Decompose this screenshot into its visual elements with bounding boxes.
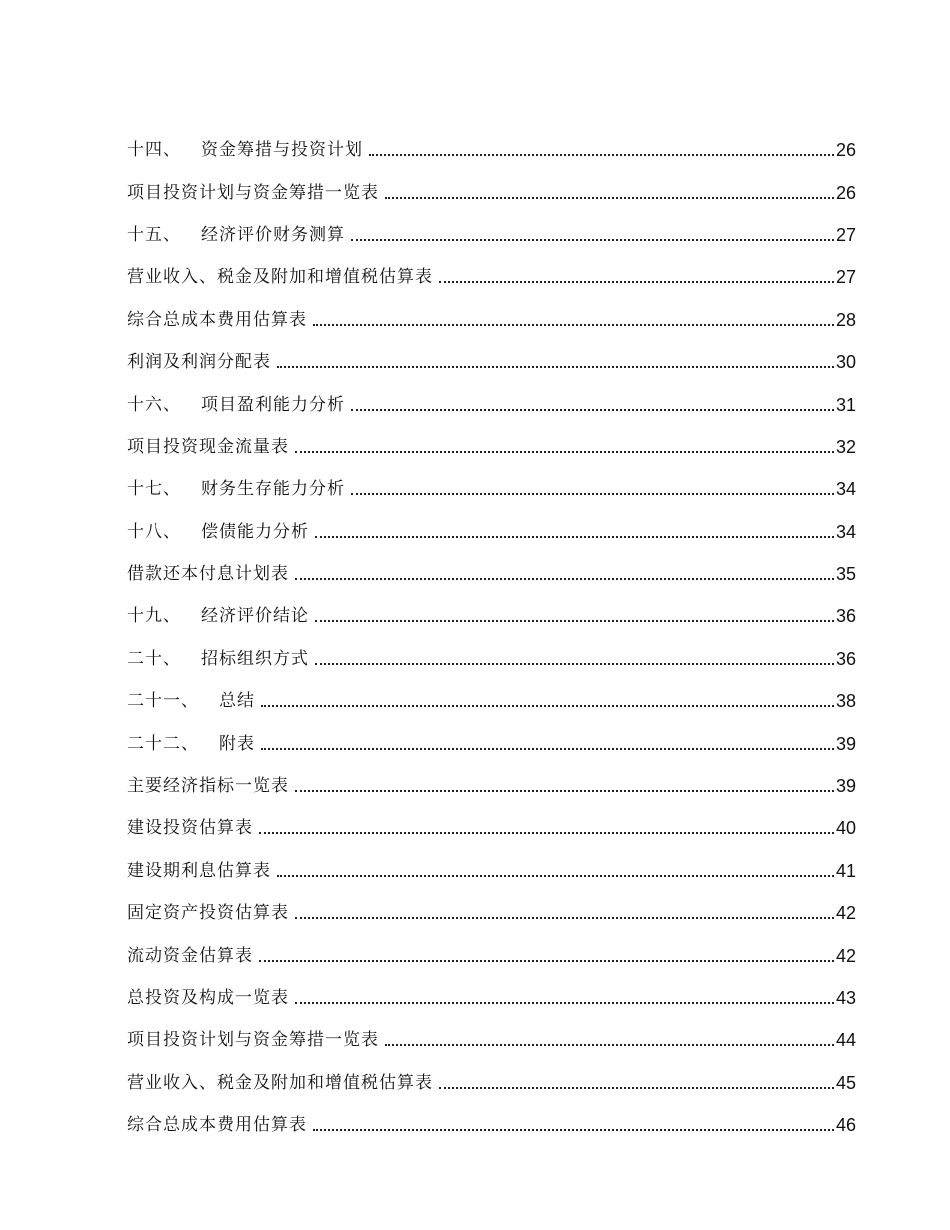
toc-entry-title: 项目盈利能力分析 bbox=[201, 394, 345, 415]
toc-entry-page-number: 27 bbox=[835, 267, 856, 288]
toc-entry-number: 二十、 bbox=[127, 648, 181, 669]
toc-entry[interactable] bbox=[127, 977, 856, 1019]
toc-entry-title: 建设期利息估算表 bbox=[127, 860, 271, 881]
toc-entry[interactable] bbox=[127, 341, 856, 383]
toc-entry[interactable] bbox=[127, 1104, 856, 1146]
toc-entry[interactable] bbox=[127, 553, 856, 595]
dot-leader bbox=[315, 522, 834, 542]
toc-entry[interactable] bbox=[127, 171, 856, 213]
toc-entry-number: 十六、 bbox=[127, 394, 181, 415]
toc-entry[interactable] bbox=[127, 1019, 856, 1061]
toc-entry-title: 建设投资估算表 bbox=[127, 818, 253, 839]
toc-entry-page-number: 35 bbox=[835, 564, 856, 585]
dot-leader bbox=[313, 310, 834, 330]
toc-entry-page-number: 45 bbox=[835, 1072, 856, 1093]
dot-leader bbox=[385, 183, 834, 203]
toc-entry-page-number: 42 bbox=[835, 903, 856, 924]
toc-entry-title: 借款还本付息计划表 bbox=[127, 564, 289, 585]
toc-entry-number: 二十二、 bbox=[127, 733, 199, 754]
toc-entry-page-number: 28 bbox=[835, 309, 856, 330]
toc-entry[interactable] bbox=[127, 214, 856, 256]
dot-leader bbox=[439, 267, 834, 287]
toc-entry[interactable] bbox=[127, 807, 856, 849]
toc-entry-number: 十四、 bbox=[127, 140, 181, 161]
toc-entry-title: 利润及利润分配表 bbox=[127, 352, 271, 373]
dot-leader bbox=[295, 564, 834, 584]
toc-entry-page-number: 44 bbox=[835, 1030, 856, 1051]
dot-leader bbox=[259, 818, 834, 838]
toc-entry-page-number: 27 bbox=[835, 224, 856, 245]
dot-leader bbox=[295, 776, 834, 796]
toc-entry-title: 项目投资现金流量表 bbox=[127, 436, 289, 457]
toc-entry[interactable] bbox=[127, 299, 856, 341]
toc-entry[interactable] bbox=[127, 765, 856, 807]
toc-entry-page-number: 36 bbox=[835, 648, 856, 669]
toc-entry[interactable] bbox=[127, 129, 856, 171]
toc-entry-page-number: 34 bbox=[835, 479, 856, 500]
dot-leader bbox=[351, 225, 834, 245]
dot-leader bbox=[385, 1030, 834, 1050]
toc-entry-title: 综合总成本费用估算表 bbox=[127, 309, 307, 330]
toc-entry[interactable] bbox=[127, 383, 856, 425]
toc-entry[interactable] bbox=[127, 1062, 856, 1104]
toc-entry-title: 固定资产投资估算表 bbox=[127, 903, 289, 924]
toc-entry[interactable] bbox=[127, 595, 856, 637]
dot-leader bbox=[315, 649, 834, 669]
toc-entry-page-number: 34 bbox=[835, 521, 856, 542]
dot-leader bbox=[295, 988, 834, 1008]
toc-entry[interactable] bbox=[127, 680, 856, 722]
dot-leader bbox=[369, 140, 834, 160]
toc-entry-number: 二十一、 bbox=[127, 691, 199, 712]
toc-entry-page-number: 32 bbox=[835, 436, 856, 457]
toc-entry-title: 营业收入、税金及附加和增值税估算表 bbox=[127, 1072, 433, 1093]
toc-entry-title: 偿债能力分析 bbox=[201, 521, 309, 542]
toc-entry-title: 经济评价结论 bbox=[201, 606, 309, 627]
toc-entry-title: 附表 bbox=[219, 733, 255, 754]
toc-entry-page-number: 39 bbox=[835, 733, 856, 754]
toc-entry-title: 资金筹措与投资计划 bbox=[201, 140, 363, 161]
dot-leader bbox=[351, 395, 834, 415]
table-of-contents bbox=[127, 129, 856, 1146]
toc-entry[interactable] bbox=[127, 511, 856, 553]
toc-entry-page-number: 26 bbox=[835, 140, 856, 161]
dot-leader bbox=[439, 1073, 834, 1093]
dot-leader bbox=[313, 1115, 834, 1135]
toc-entry-title: 营业收入、税金及附加和增值税估算表 bbox=[127, 267, 433, 288]
dot-leader bbox=[277, 861, 834, 881]
toc-entry-page-number: 43 bbox=[835, 988, 856, 1008]
toc-entry-title: 综合总成本费用估算表 bbox=[127, 1115, 307, 1136]
toc-entry-title: 招标组织方式 bbox=[201, 648, 309, 669]
dot-leader bbox=[277, 352, 834, 372]
toc-entry-title: 流动资金估算表 bbox=[127, 945, 253, 966]
toc-entry-page-number: 36 bbox=[835, 606, 856, 627]
toc-entry-page-number: 46 bbox=[835, 1115, 856, 1136]
toc-entry-page-number: 38 bbox=[835, 691, 856, 712]
toc-entry-page-number: 42 bbox=[835, 945, 856, 966]
toc-entry[interactable] bbox=[127, 468, 856, 510]
toc-entry[interactable] bbox=[127, 892, 856, 934]
toc-entry[interactable] bbox=[127, 850, 856, 892]
toc-entry-page-number: 26 bbox=[835, 182, 856, 203]
dot-leader bbox=[261, 734, 834, 754]
toc-entry-title: 总投资及构成一览表 bbox=[127, 988, 289, 1008]
dot-leader bbox=[261, 691, 834, 711]
toc-entry-page-number: 41 bbox=[835, 860, 856, 881]
toc-entry-page-number: 30 bbox=[835, 352, 856, 373]
dot-leader bbox=[351, 479, 834, 499]
toc-entry-page-number: 31 bbox=[835, 394, 856, 415]
dot-leader bbox=[259, 946, 834, 966]
toc-entry-page-number: 40 bbox=[835, 818, 856, 839]
toc-entry[interactable] bbox=[127, 722, 856, 764]
toc-entry[interactable] bbox=[127, 426, 856, 468]
toc-entry[interactable] bbox=[127, 934, 856, 976]
toc-entry[interactable] bbox=[127, 256, 856, 298]
toc-entry-title: 总结 bbox=[219, 691, 255, 712]
toc-entry[interactable] bbox=[127, 638, 856, 680]
dot-leader bbox=[295, 903, 834, 923]
toc-entry-title: 项目投资计划与资金筹措一览表 bbox=[127, 1030, 379, 1051]
toc-entry-number: 十八、 bbox=[127, 521, 181, 542]
toc-entry-title: 财务生存能力分析 bbox=[201, 479, 345, 500]
dot-leader bbox=[315, 606, 834, 626]
dot-leader bbox=[295, 437, 834, 457]
toc-entry-number: 十九、 bbox=[127, 606, 181, 627]
toc-entry-page-number: 39 bbox=[835, 776, 856, 797]
toc-entry-title: 经济评价财务测算 bbox=[201, 224, 345, 245]
toc-entry-number: 十五、 bbox=[127, 224, 181, 245]
toc-entry-title: 主要经济指标一览表 bbox=[127, 776, 289, 797]
toc-entry-title: 项目投资计划与资金筹措一览表 bbox=[127, 182, 379, 203]
toc-entry-number: 十七、 bbox=[127, 479, 181, 500]
